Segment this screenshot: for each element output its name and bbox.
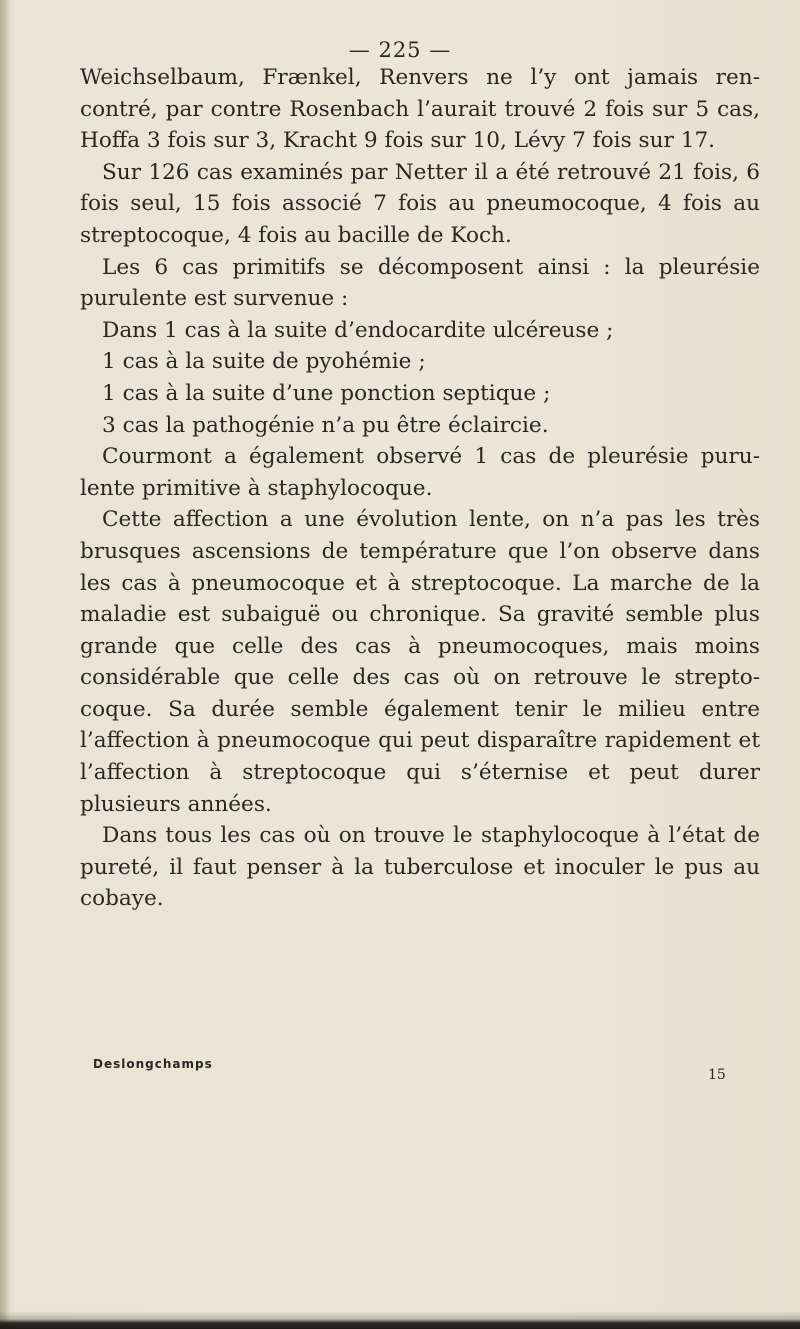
sheet-number: 15 bbox=[708, 1067, 726, 1083]
paragraph-10: Dans tous les cas où on trouve le staphylocoque à l’état de pureté, il faut penser à la tuberculose et inoculer le pus au cobaye. bbox=[80, 823, 760, 912]
page-bottom-edge bbox=[0, 1311, 800, 1329]
paragraph-4: Dans 1 cas à la suite d’endocardite ulcéreuse ; bbox=[102, 317, 614, 343]
paragraph-3: Les 6 cas primitifs se décomposent ainsi : la pleurésie purulente est survenue : bbox=[80, 254, 760, 312]
paragraph-5: 1 cas à la suite de pyohémie ; bbox=[102, 349, 426, 375]
page-spine-shadow bbox=[0, 0, 10, 1329]
paragraph-9: Cette affection a une évolution lente, on n’a pas les très brusques ascensions de température que l’on observe dans les cas à pneumocoque et à streptocoque. La marche de la maladie est subaiguë ou chronique. Sa gravité semble plus grande que celle des cas à pneumocoques, mais moins considérable que celle des cas où on retrouve le strepto-coque. Sa durée semble également tenir le milieu entre l’affection à pneumocoque qui peut disparaître rapidement et l’affection à streptocoque qui s’éternise et peut durer plusieurs années. bbox=[80, 507, 760, 817]
paragraph-2: Sur 126 cas examinés par Netter il a été retrouvé 21 fois, 6 fois seul, 15 fois associé 7 fois au pneumocoque, 4 fois au streptocoque, 4 fois au bacille de Koch. bbox=[80, 159, 760, 248]
paragraph-1: Weichselbaum, Frænkel, Renvers ne l’y ont jamais ren-contré, par contre Rosenbach l’aurait trouvé 2 fois sur 5 cas, Hoffa 3 fois sur 3, Kracht 9 fois sur 10, Lévy 7 fois sur 17. bbox=[80, 65, 760, 154]
body-text bbox=[80, 62, 760, 915]
paragraph-7: 3 cas la pathogénie n’a pu être éclaircie. bbox=[102, 412, 549, 438]
paragraph-8: Courmont a également observé 1 cas de pleurésie puru-lente primitive à staphylocoque. bbox=[80, 444, 760, 501]
page-number: — 225 — bbox=[348, 38, 452, 62]
printer-signature: Deslongchamps bbox=[93, 1057, 213, 1071]
paragraph-6: 1 cas à la suite d’une ponction septique ; bbox=[102, 380, 551, 406]
